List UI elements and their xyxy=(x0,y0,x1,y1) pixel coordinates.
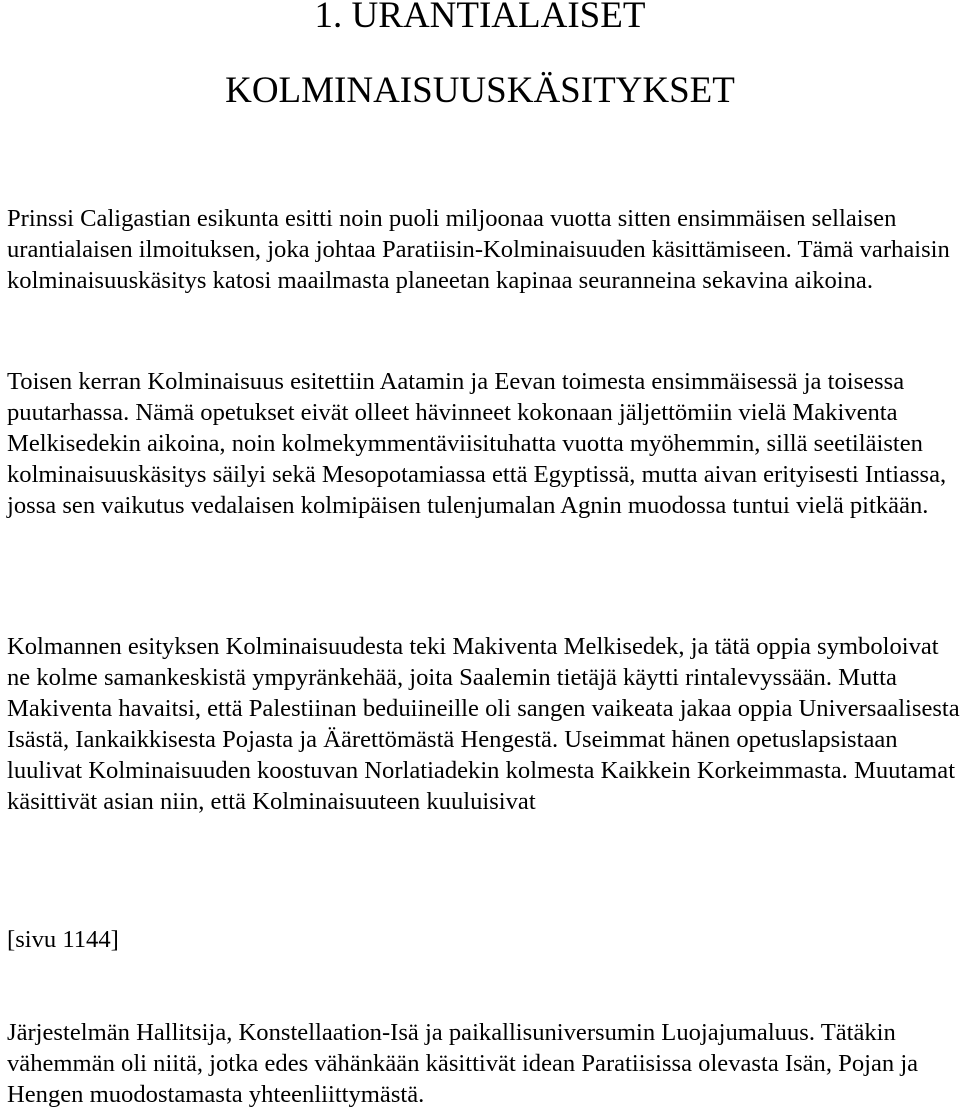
paragraph-3: Kolmannen esityksen Kolminaisuudesta teki Makiventa Melkisedek, ja tätä oppia symboloivat ne kolme samankeskistä ympyränkehää, joita Saalemin tietäjä käytti rintalevyssään. Mutta Makiventa havaitsi, että Palestiinan beduiineille oli sangen vaikeata jakaa oppia Universaalisesta Isästä, Iankaikkisesta Pojasta ja Äärettömästä Hengestä. Useimmat hänen opetuslapsistaan luulivat Kolminaisuuden koostuvan Norlatiadekin kolmesta Kaikkein Korkeimmasta. Muutamat käsittivät asian niin, että Kolminaisuuteen kuuluisivat xyxy=(7,633,960,815)
heading-line-1: 1. URANTIALAISET xyxy=(314,0,646,36)
paragraph-4: Järjestelmän Hallitsija, Konstellaation-Isä ja paikallisuniversumin Luojajumaluus. Tätäkin vähemmän oli niitä, jotka edes vähänkään käsittivät idean Paratiisissa olevasta Isän, Pojan ja Hengen muodostamasta yhteenliittymästä. xyxy=(7,1019,919,1108)
page-marker: [sivu 1144] xyxy=(7,926,119,953)
paragraph-1: Prinssi Caligastian esikunta esitti noin puoli miljoonaa vuotta sitten ensimmäisen sellaisen urantialaisen ilmoituksen, joka johtaa Paratiisin-Kolminaisuuden käsittämiseen. Tämä varhaisin kolminaisuuskäsitys katosi maailmasta planeetan kapinaa seuranneina sekavina aikoina. xyxy=(7,205,950,294)
heading-line-2: KOLMINAISUUSKÄSITYKSET xyxy=(225,70,735,111)
paragraph-2: Toisen kerran Kolminaisuus esitettiin Aatamin ja Eevan toimesta ensimmäisessä ja toisessa puutarhassa. Nämä opetukset eivät olleet hävinneet kokonaan jäljettömiin vielä Makiventa Melkisedekin aikoina, noin kolmekymmentäviisituhatta vuotta myöhemmin, sillä seetiläisten kolminaisuuskäsitys säilyi sekä Mesopotamiassa että Egyptissä, mutta aivan erityisesti Intiassa, jossa sen vaikutus vedalaisen kolmipäisen tulenjumalan Agnin muodossa tuntui vielä pitkään. xyxy=(7,368,947,519)
